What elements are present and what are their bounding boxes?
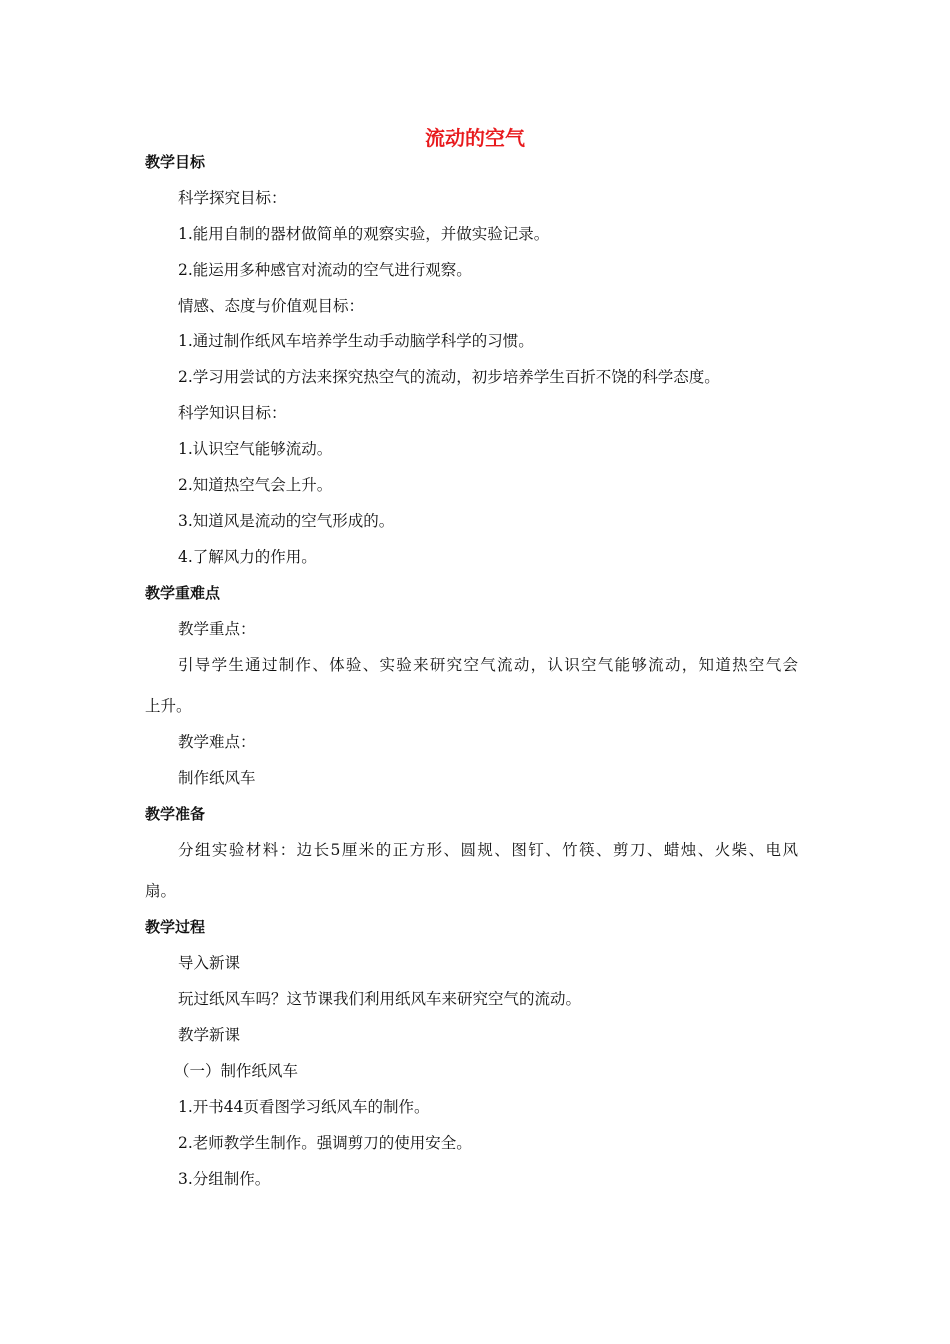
list-item: 3.分组制作。 <box>178 1170 271 1188</box>
list-item: 1.能用自制的器材做简单的观察实验，并做实验记录。 <box>178 225 550 243</box>
paragraph-line: 上升。 <box>145 697 192 715</box>
list-item: 1.认识空气能够流动。 <box>178 440 333 458</box>
paragraph-line: 引导学生通过制作、体验、实验来研究空气流动，认识空气能够流动，知道热空气会 <box>178 656 798 674</box>
list-item: 3.知道风是流动的空气形成的。 <box>178 512 395 530</box>
subheading-attitude: 情感、态度与价值观目标： <box>178 297 365 315</box>
subheading-intro: 导入新课 <box>178 954 241 972</box>
list-item: 4.了解风力的作用。 <box>178 548 317 566</box>
subheading-part1: （一）制作纸风车 <box>174 1062 299 1080</box>
paragraph-line: 玩过纸风车吗？这节课我们利用纸风车来研究空气的流动。 <box>178 990 582 1008</box>
section-heading-goals: 教学目标 <box>145 153 206 171</box>
subheading-knowledge: 科学知识目标： <box>178 404 287 422</box>
subheading-difficulty: 教学难点： <box>178 733 256 751</box>
list-item: 1.开书44页看图学习纸风车的制作。 <box>178 1098 430 1116</box>
section-heading-preparation: 教学准备 <box>145 805 206 823</box>
subheading-sci-explore: 科学探究目标： <box>178 189 287 207</box>
section-heading-key-points: 教学重难点 <box>145 584 221 602</box>
list-item: 1.通过制作纸风车培养学生动手动脑学科学的习惯。 <box>178 332 534 350</box>
list-item: 2.学习用尝试的方法来探究热空气的流动，初步培养学生百折不饶的科学态度。 <box>178 368 720 386</box>
list-item: 2.能运用多种感官对流动的空气进行观察。 <box>178 261 472 279</box>
subheading-new-lesson: 教学新课 <box>178 1026 241 1044</box>
document-title: 流动的空气 <box>425 126 525 150</box>
list-item: 2.知道热空气会上升。 <box>178 476 333 494</box>
subheading-focus: 教学重点： <box>178 620 256 638</box>
section-heading-process: 教学过程 <box>145 918 206 936</box>
list-item: 2.老师教学生制作。强调剪刀的使用安全。 <box>178 1134 472 1152</box>
paragraph-line: 制作纸风车 <box>178 769 256 787</box>
paragraph-line: 分组实验材料：边长5厘米的正方形、圆规、图钉、竹筷、剪刀、蜡烛、火柴、电风 <box>178 841 798 859</box>
paragraph-line: 扇。 <box>145 882 177 900</box>
